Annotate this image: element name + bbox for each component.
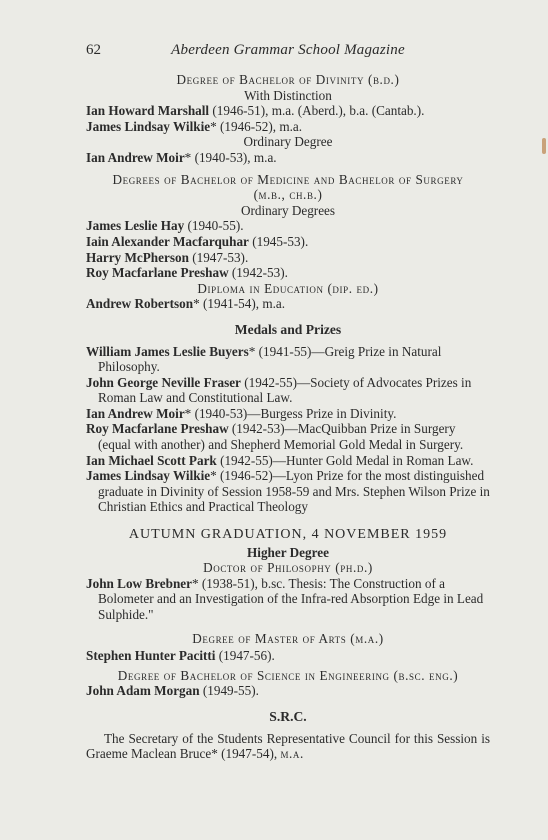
medals-heading: Medals and Prizes [234,321,342,337]
bd-heading: Degree of Bachelor of Divinity (b.d.) [176,72,400,87]
bsc-eng-heading: Degree of Bachelor of Science in Engineering (b.sc. eng.) [117,667,459,683]
list-item [86,406,490,422]
list-item [86,234,490,250]
prize-winner-name: Ian Andrew Moir [86,405,185,421]
list-item [86,453,490,469]
list-item [86,421,490,452]
paper-stain [542,138,546,154]
prize-details: * (1940-53)—Burgess Prize in Divinity. [184,405,397,421]
graduate-details: (1949-55). [199,683,259,699]
src-degree: m.a. [280,746,304,762]
list-item [86,344,490,375]
prize-winner-name: John George Neville Fraser [86,374,241,390]
graduate-name: James Lindsay Wilkie [86,118,211,134]
graduate-name: Andrew Robertson [86,296,194,312]
autumn-graduation-heading: AUTUMN GRADUATION, 4 NOVEMBER 1959 [128,527,448,543]
higher-degree-heading: Higher Degree [247,544,329,560]
list-item [86,218,490,234]
graduate-name: Ian Howard Marshall [86,103,210,119]
running-title: Aberdeen Grammar School Magazine [171,42,405,58]
list-item [86,375,490,406]
list-item [86,250,490,266]
list-item [86,296,490,312]
list-item [86,576,490,623]
list-item [86,265,490,281]
src-heading: S.R.C. [269,708,307,724]
graduate-details: * (1940-53), m.a. [184,149,277,165]
graduate-details: (1945-53). [248,233,309,249]
src-paragraph [86,731,490,762]
graduate-name: John Low Brebner [86,575,193,591]
graduate-details: (1942-53). [228,265,288,281]
prize-details: (1942-53)—MacQuibban Prize in Surgery (equal with another) and Shepherd Memorial Gold Medal in Surgery. [98,421,464,453]
page-number: 62 [86,42,101,58]
graduate-name: James Leslie Hay [86,218,185,234]
graduate-details: * (1938-51), b.sc. Thesis: The Construction of a Bolometer and an Investigation of the Infra-red Absorption Edge in Lead Sulphide." [98,575,484,622]
graduate-details: * (1946-52), m.a. [210,118,303,134]
graduate-name: John Adam Morgan [86,683,200,699]
ma-heading: Degree of Master of Arts (m.a.) [192,630,384,646]
bd-ordinary-subheading: Ordinary Degree [243,134,333,150]
list-item [86,683,490,699]
mb-heading: Degrees of Bachelor of Medicine and Bachelor of Surgery [112,171,464,187]
graduate-name: Roy Macfarlane Preshaw [86,265,229,281]
dip-heading: Diploma in Education (dip. ed.) [197,280,379,296]
page-body [86,72,490,762]
list-item [86,648,490,664]
prize-winner-name: Roy Macfarlane Preshaw [86,421,229,437]
graduate-name: Harry McPherson [86,249,189,265]
prize-details: * (1941-55)—Greig Prize in Natural Philosophy. [98,343,442,375]
bd-distinction-subheading: With Distinction [244,87,332,103]
list-item [86,119,490,135]
graduate-name: Ian Andrew Moir [86,149,185,165]
list-item [86,150,490,166]
prize-details: (1942-55)—Hunter Gold Medal in Roman Law. [216,452,474,468]
graduate-details: * (1941-54), m.a. [193,296,286,312]
prize-winner-name: William James Leslie Buyers [86,343,249,359]
page-header [86,42,490,62]
graduate-details: (1947-56). [215,648,275,664]
graduate-details: (1940-55). [184,218,244,234]
mb-ordinary-subheading: Ordinary Degrees [240,202,336,218]
graduate-details: (1947-53). [188,249,249,265]
mb-heading-abbrev: (m.b., ch.b.) [253,187,323,203]
src-text: The Secretary of the Students Representative Council for this Session is Graeme Maclean Bruce* (1947-54), [86,730,490,762]
graduate-details: (1946-51), m.a. (Aberd.), b.a. (Cantab.). [209,103,425,119]
graduate-name: Iain Alexander Macfarquhar [86,233,249,249]
prize-details: (1942-55)—Society of Advocates Prizes in Roman Law and Constitutional Law. [98,374,472,406]
graduate-name: Stephen Hunter Pacitti [86,648,216,664]
prize-winner-name: Ian Michael Scott Park [86,452,217,468]
prize-details: * (1946-52)—Lyon Prize for the most distinguished graduate in Divinity of Session 1958-59 and Mrs. Stephen Wilson Prize in Christian Ethics and Practical Theology [98,468,490,515]
phd-heading: Doctor of Philosophy (ph.d.) [203,560,373,576]
list-item [86,103,490,119]
list-item [86,468,490,515]
prize-winner-name: James Lindsay Wilkie [86,468,211,484]
